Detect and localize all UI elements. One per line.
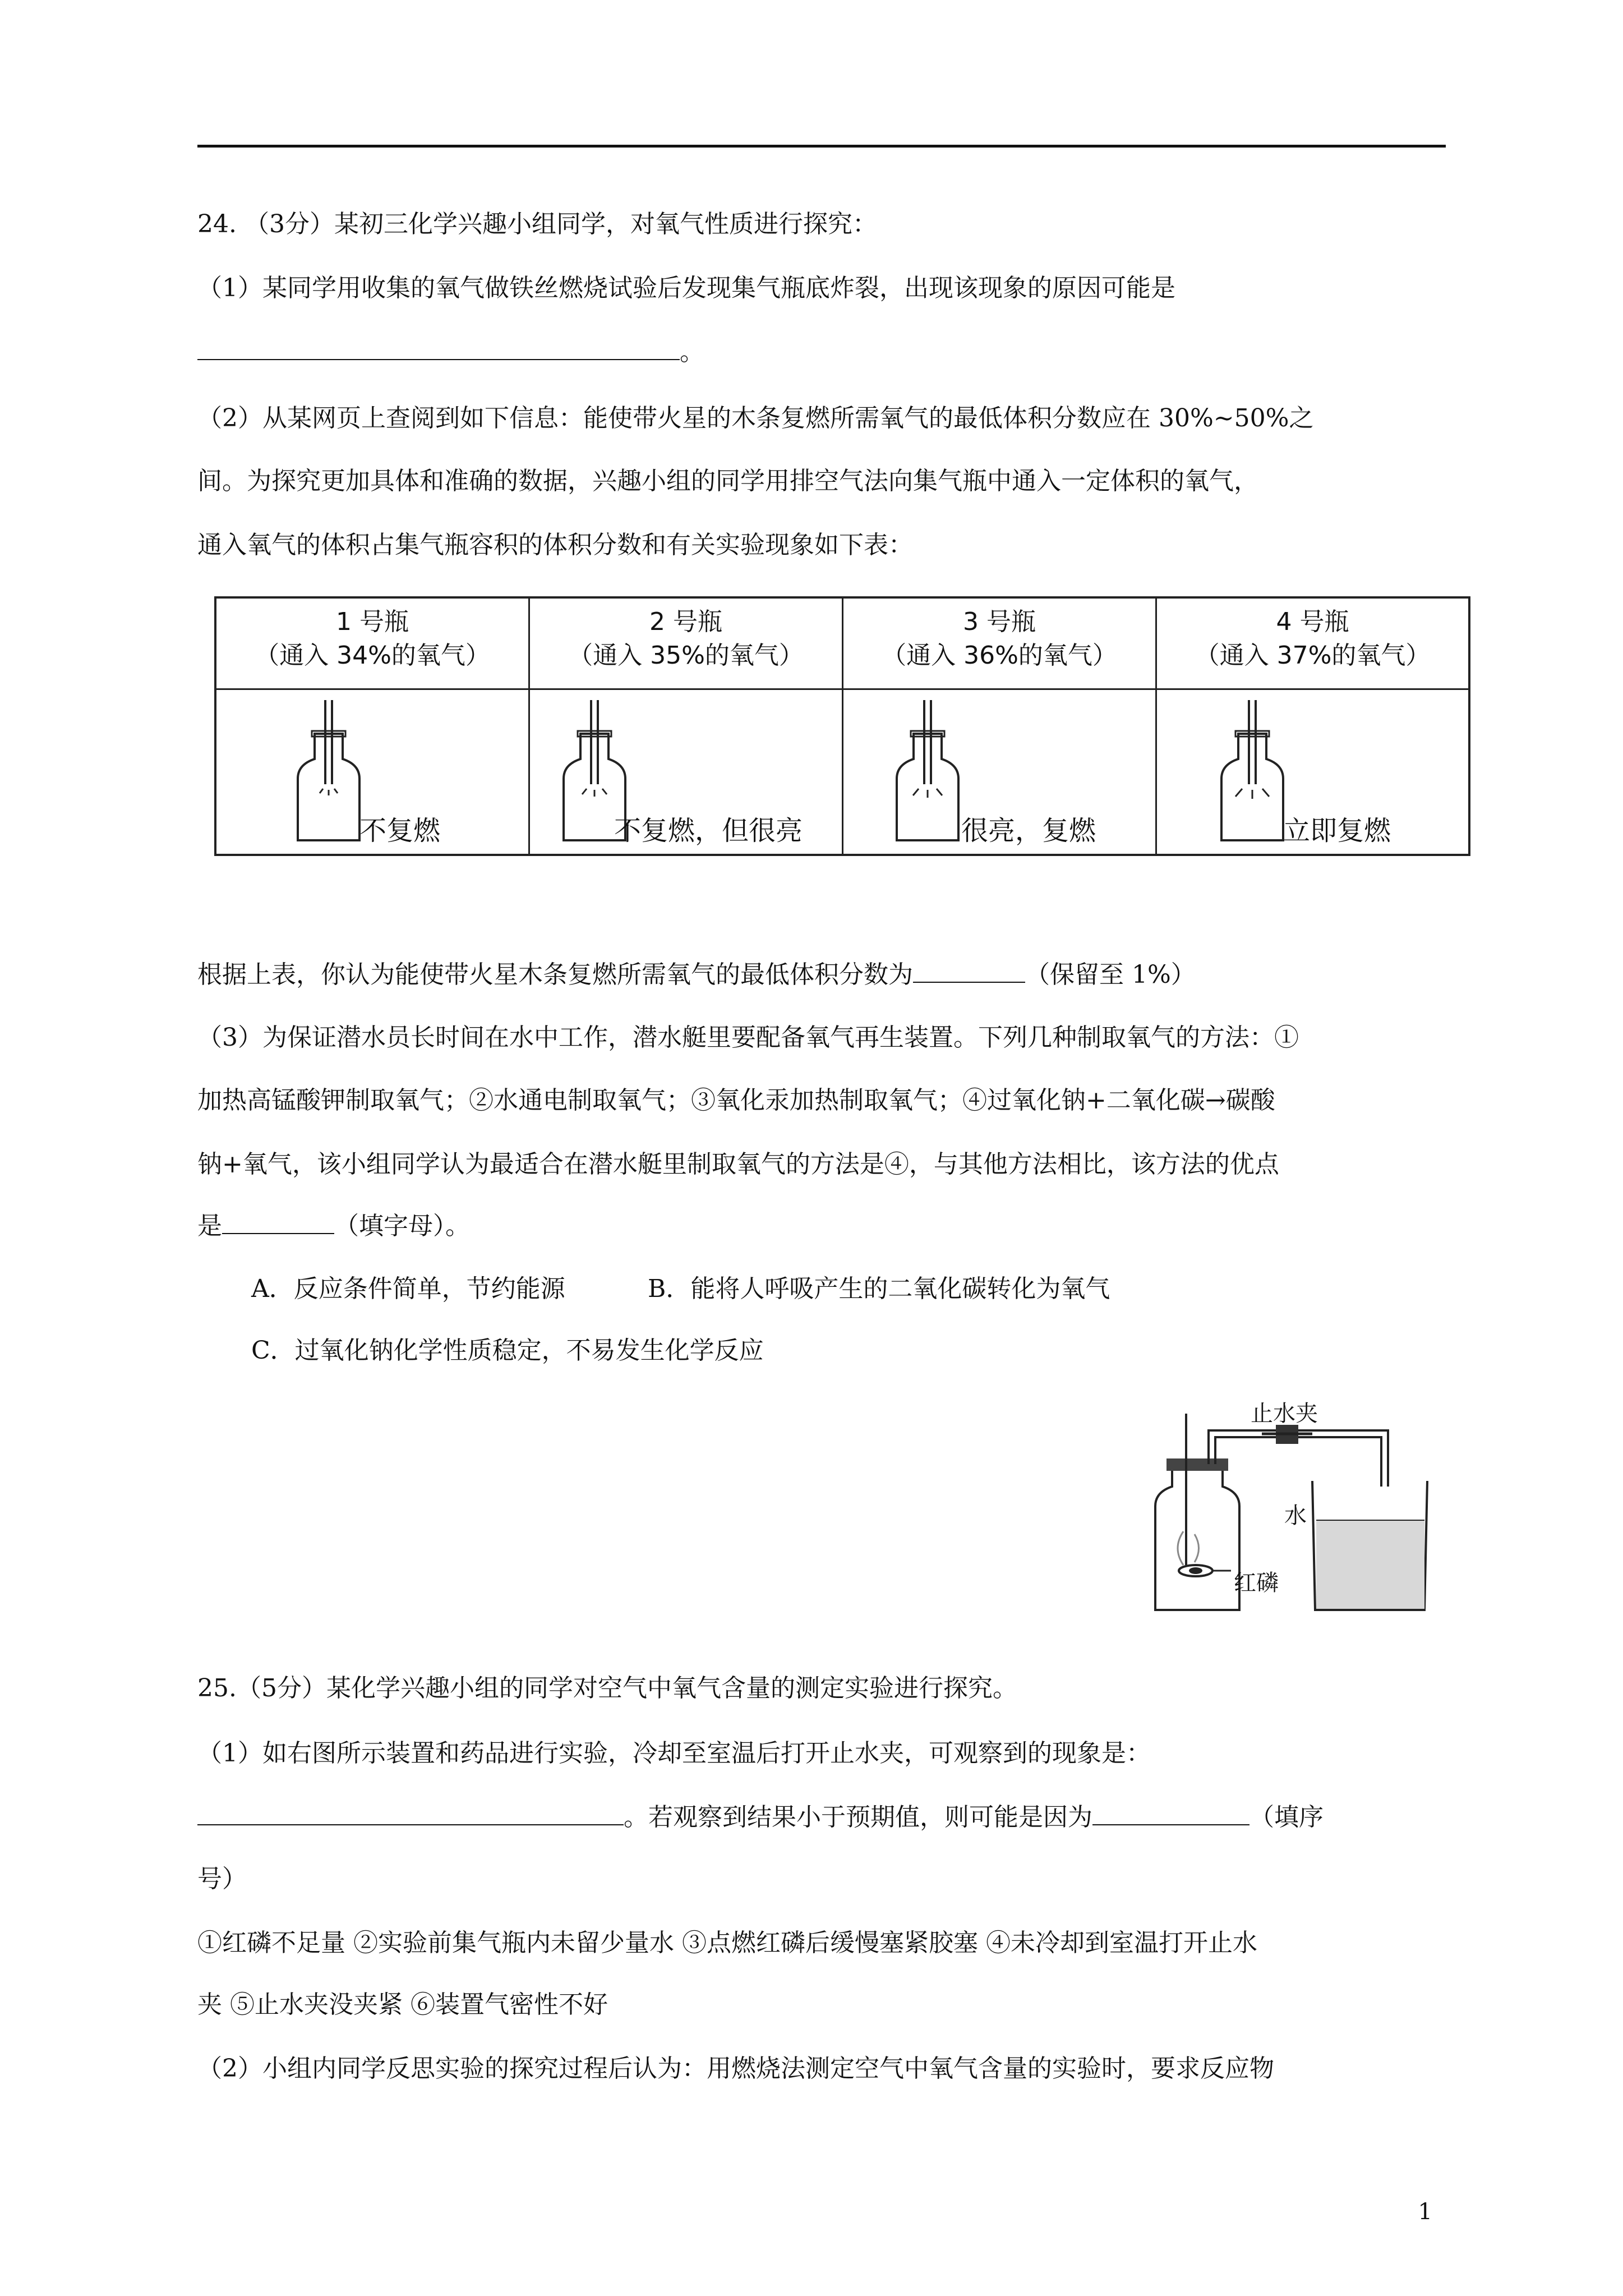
q24-conclusion: 根据上表，你认为能使带火星木条复燃所需氧气的最低体积分数为 （保留至 1%） — [197, 960, 1196, 989]
answer-blank[interactable] — [1092, 1802, 1249, 1825]
water-label: 水 — [1284, 1503, 1307, 1529]
table-cell-3 — [843, 690, 1157, 856]
answer-blank[interactable] — [222, 1211, 334, 1234]
observation-label: 很亮，复燃 — [961, 815, 1096, 846]
q25-options-line2: 夹 ⑤止水夹没夹紧 ⑥装置气密性不好 — [197, 1990, 608, 2019]
q25-p1-line1: （1）如右图所示装置和药品进行实验，冷却至室温后打开止水夹，可观察到的现象是： — [197, 1739, 1151, 1768]
q25-p2-line1: （2）小组内同学反思实验的探究过程后认为：用燃烧法测定空气中氧气含量的实验时，要求反应物 — [197, 2054, 1274, 2083]
table-cell-1 — [216, 690, 530, 856]
q24-p1-line2: 。 — [197, 337, 704, 368]
q24-p3-line4: 是 （填字母）。 — [197, 1212, 470, 1240]
answer-blank[interactable] — [197, 1802, 624, 1825]
q24-p3-line1: （3）为保证潜水员长时间在水中工作，潜水艇里要配备氧气再生装置。下列几种制取氧气的方法：① — [197, 1023, 1299, 1052]
table-header-3: 3 号瓶 （通入 36%的氧气） — [843, 599, 1157, 690]
q25-title: 25.（5分）某化学兴趣小组的同学对空气中氧气含量的测定实验进行探究。 — [197, 1674, 1017, 1703]
table-header-1: 1 号瓶 （通入 34%的氧气） — [216, 599, 530, 690]
clamp-label: 止水夹 — [1251, 1401, 1318, 1427]
option-c: C．过氧化钠化学性质稳定，不易发生化学反应 — [251, 1336, 764, 1365]
q24-p1-line1: （1）某同学用收集的氧气做铁丝燃烧试验后发现集气瓶底炸裂，出现该现象的原因可能是 — [197, 274, 1175, 302]
apparatus-figure — [1133, 1402, 1469, 1616]
table-header-4: 4 号瓶 （通入 37%的氧气） — [1157, 599, 1468, 690]
header-rule — [197, 145, 1446, 148]
option-a: A．反应条件简单，节约能源 — [251, 1274, 565, 1303]
q25-p1-line2: 。若观察到结果小于预期值，则可能是因为 （填序 — [197, 1802, 1324, 1833]
phosphorus-label: 红磷 — [1234, 1570, 1279, 1596]
table-header-2: 2 号瓶 （通入 35%的氧气） — [530, 599, 843, 690]
q25-p1-line3: 号） — [197, 1865, 247, 1893]
q24-title: 24. （3分）某初三化学兴趣小组同学，对氧气性质进行探究： — [197, 210, 877, 238]
table-cell-2 — [530, 690, 843, 856]
q24-p2-line2: 间。为探究更加具体和准确的数据，兴趣小组的同学用排空气法向集气瓶中通入一定体积的氧气， — [197, 467, 1258, 495]
table-cell-4 — [1157, 690, 1468, 856]
answer-blank[interactable] — [197, 337, 680, 360]
q24-p2-line3: 通入氧气的体积占集气瓶容积的体积分数和有关实验现象如下表： — [197, 531, 913, 559]
option-b: B．能将人呼吸产生的二氧化碳转化为氧气 — [648, 1274, 1110, 1303]
q24-p2-line1: （2）从某网页上查阅到如下信息：能使带火星的木条复燃所需氧气的最低体积分数应在 30%~50%之 — [197, 404, 1314, 432]
observation-label: 不复燃 — [359, 815, 441, 846]
page-number: 1 — [1418, 2199, 1432, 2225]
experiment-table — [214, 596, 1470, 856]
answer-blank[interactable] — [913, 959, 1025, 983]
q24-p3-line3: 钠+氧气，该小组同学认为最适合在潜水艇里制取氧气的方法是④，与其他方法相比，该方法的优点 — [197, 1150, 1279, 1179]
q24-p3-line2: 加热高锰酸钾制取氧气；②水通电制取氧气；③氧化汞加热制取氧气；④过氧化钠+二氧化碳→碳酸 — [197, 1086, 1275, 1115]
q25-options-line1: ①红磷不足量 ②实验前集气瓶内未留少量水 ③点燃红磷后缓慢塞紧胶塞 ④未冷却到室温打开止水 — [197, 1929, 1257, 1957]
observation-label: 立即复燃 — [1283, 815, 1391, 846]
observation-label: 不复燃，但很亮 — [614, 815, 803, 846]
